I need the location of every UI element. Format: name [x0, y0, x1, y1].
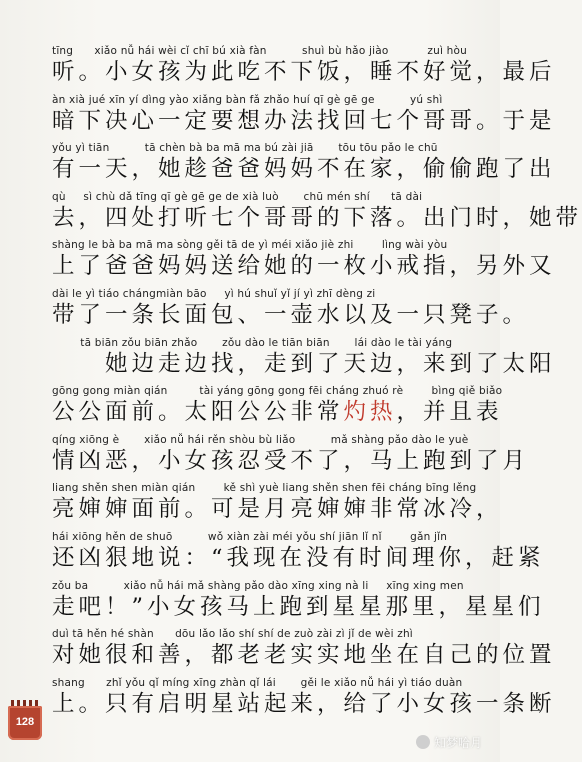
hanzi-row: 暗下决心一定要想办法找回七个哥哥。于是 — [52, 107, 556, 134]
page-number-badge — [8, 706, 42, 740]
hanzi-row: 对她很和善，都老老实实地坐在自己的位置 — [52, 642, 556, 669]
watermark — [416, 734, 482, 751]
text-line — [52, 579, 545, 628]
hanzi-row: 上了爸爸妈妈送给她的一枚小戒指，另外又 — [52, 253, 556, 280]
watermark-logo-icon — [416, 735, 430, 749]
pinyin-row: shàng le bà ba mā ma sòng gěi tā de yì méi xiǎo jiè zhi lìng wài yòu — [52, 239, 448, 252]
hanzi-row: 还凶狠地说：“我现在没有时间理你，赶紧 — [52, 544, 545, 571]
pinyin-row: tīng xiǎo nǚ hái wèi cǐ chī bú xià fàn shuì bù hǎo jiào zuì hòu — [52, 45, 467, 57]
story-text-block — [52, 44, 582, 724]
pinyin-row: àn xià jué xīn yí dìng yào xiǎng bàn fǎ zhǎo huí qī gè gē ge yú shì — [52, 93, 443, 106]
text-line — [52, 384, 503, 433]
hanzi-row: 有一天，她趁爸爸妈妈不在家，偷偷跑了出 — [52, 156, 556, 183]
hanzi-row: 情凶恶，小女孩忍受不了，马上跑到了月 — [52, 447, 530, 474]
hanzi-row: 她边走边找，走到了天边，来到了太阳 — [52, 350, 556, 377]
pinyin-row: dài le yì tiáo chángmiàn bāo yì hú shuǐ yǐ jí yì zhī dèng zi — [52, 287, 376, 300]
text-line — [52, 676, 556, 725]
highlighted-word: 灼热 — [343, 399, 397, 426]
text-line — [52, 433, 530, 482]
text-line — [52, 190, 582, 239]
pinyin-row: duì tā hěn hé shàn dōu lǎo lǎo shí shí de zuò zài zì jǐ de wèi zhì — [52, 628, 413, 641]
text-line — [52, 530, 545, 579]
page-number: 128 — [15, 716, 35, 728]
pinyin-row: qù sì chù dǎ tīng qī gè gē ge de xià luò chū mén shí tā dài — [52, 190, 423, 203]
hanzi-row: 上。只有启明星站起来，给了小女孩一条断 — [52, 690, 556, 717]
text-line — [52, 238, 556, 287]
pinyin-row: tā biān zǒu biān zhǎo zǒu dào le tiān biān lái dào le tài yáng — [52, 336, 453, 349]
pinyin-row: zǒu ba xiǎo nǚ hái mǎ shàng pǎo dào xīng xing nà li xīng xing men — [52, 579, 464, 592]
hanzi-row: 亮婶婶面前。可是月亮婶婶非常冰冷， — [52, 496, 503, 523]
hanzi-row: 走吧！”小女孩马上跑到星星那里，星星们 — [52, 593, 545, 620]
text-line — [52, 44, 556, 93]
hanzi-row: 带了一条长面包、一壶水以及一只凳子。 — [52, 301, 530, 328]
text-line — [52, 336, 556, 385]
hanzi-row: 公公面前。太阳公公非常灼热，并且表 — [52, 399, 503, 426]
text-line — [52, 141, 556, 190]
pinyin-row: liang shěn shen miàn qián kě shì yuè liang shěn shen fēi cháng bīng lěng — [52, 482, 477, 495]
text-line — [52, 93, 556, 142]
text-line — [52, 287, 530, 336]
pinyin-row: yǒu yì tiān tā chèn bà ba mā ma bú zài jiā tōu tōu pǎo le chū — [52, 142, 438, 155]
pinyin-row: shang zhǐ yǒu qǐ míng xīng zhàn qǐ lái gěi le xiǎo nǚ hái yì tiáo duàn — [52, 676, 463, 689]
text-line — [52, 481, 503, 530]
pinyin-row: hái xiōng hěn de shuō wǒ xiàn zài méi yǒu shí jiān lǐ nǐ gǎn jǐn — [52, 530, 448, 543]
hanzi-row: 听。小女孩为此吃不下饭，睡不好觉，最后 — [52, 59, 556, 85]
text-line — [52, 627, 556, 676]
hanzi-row: 去，四处打听七个哥哥的下落。出门时，她带 — [52, 204, 582, 231]
pinyin-row: gōng gong miàn qián tài yáng gōng gong fēi cháng zhuó rè bìng qiě biǎo — [52, 385, 503, 398]
pinyin-row: qíng xiōng è xiǎo nǚ hái rěn shòu bù liǎo mǎ shàng pǎo dào le yuè — [52, 433, 469, 446]
watermark-text: 知梦哈月 — [433, 736, 482, 750]
